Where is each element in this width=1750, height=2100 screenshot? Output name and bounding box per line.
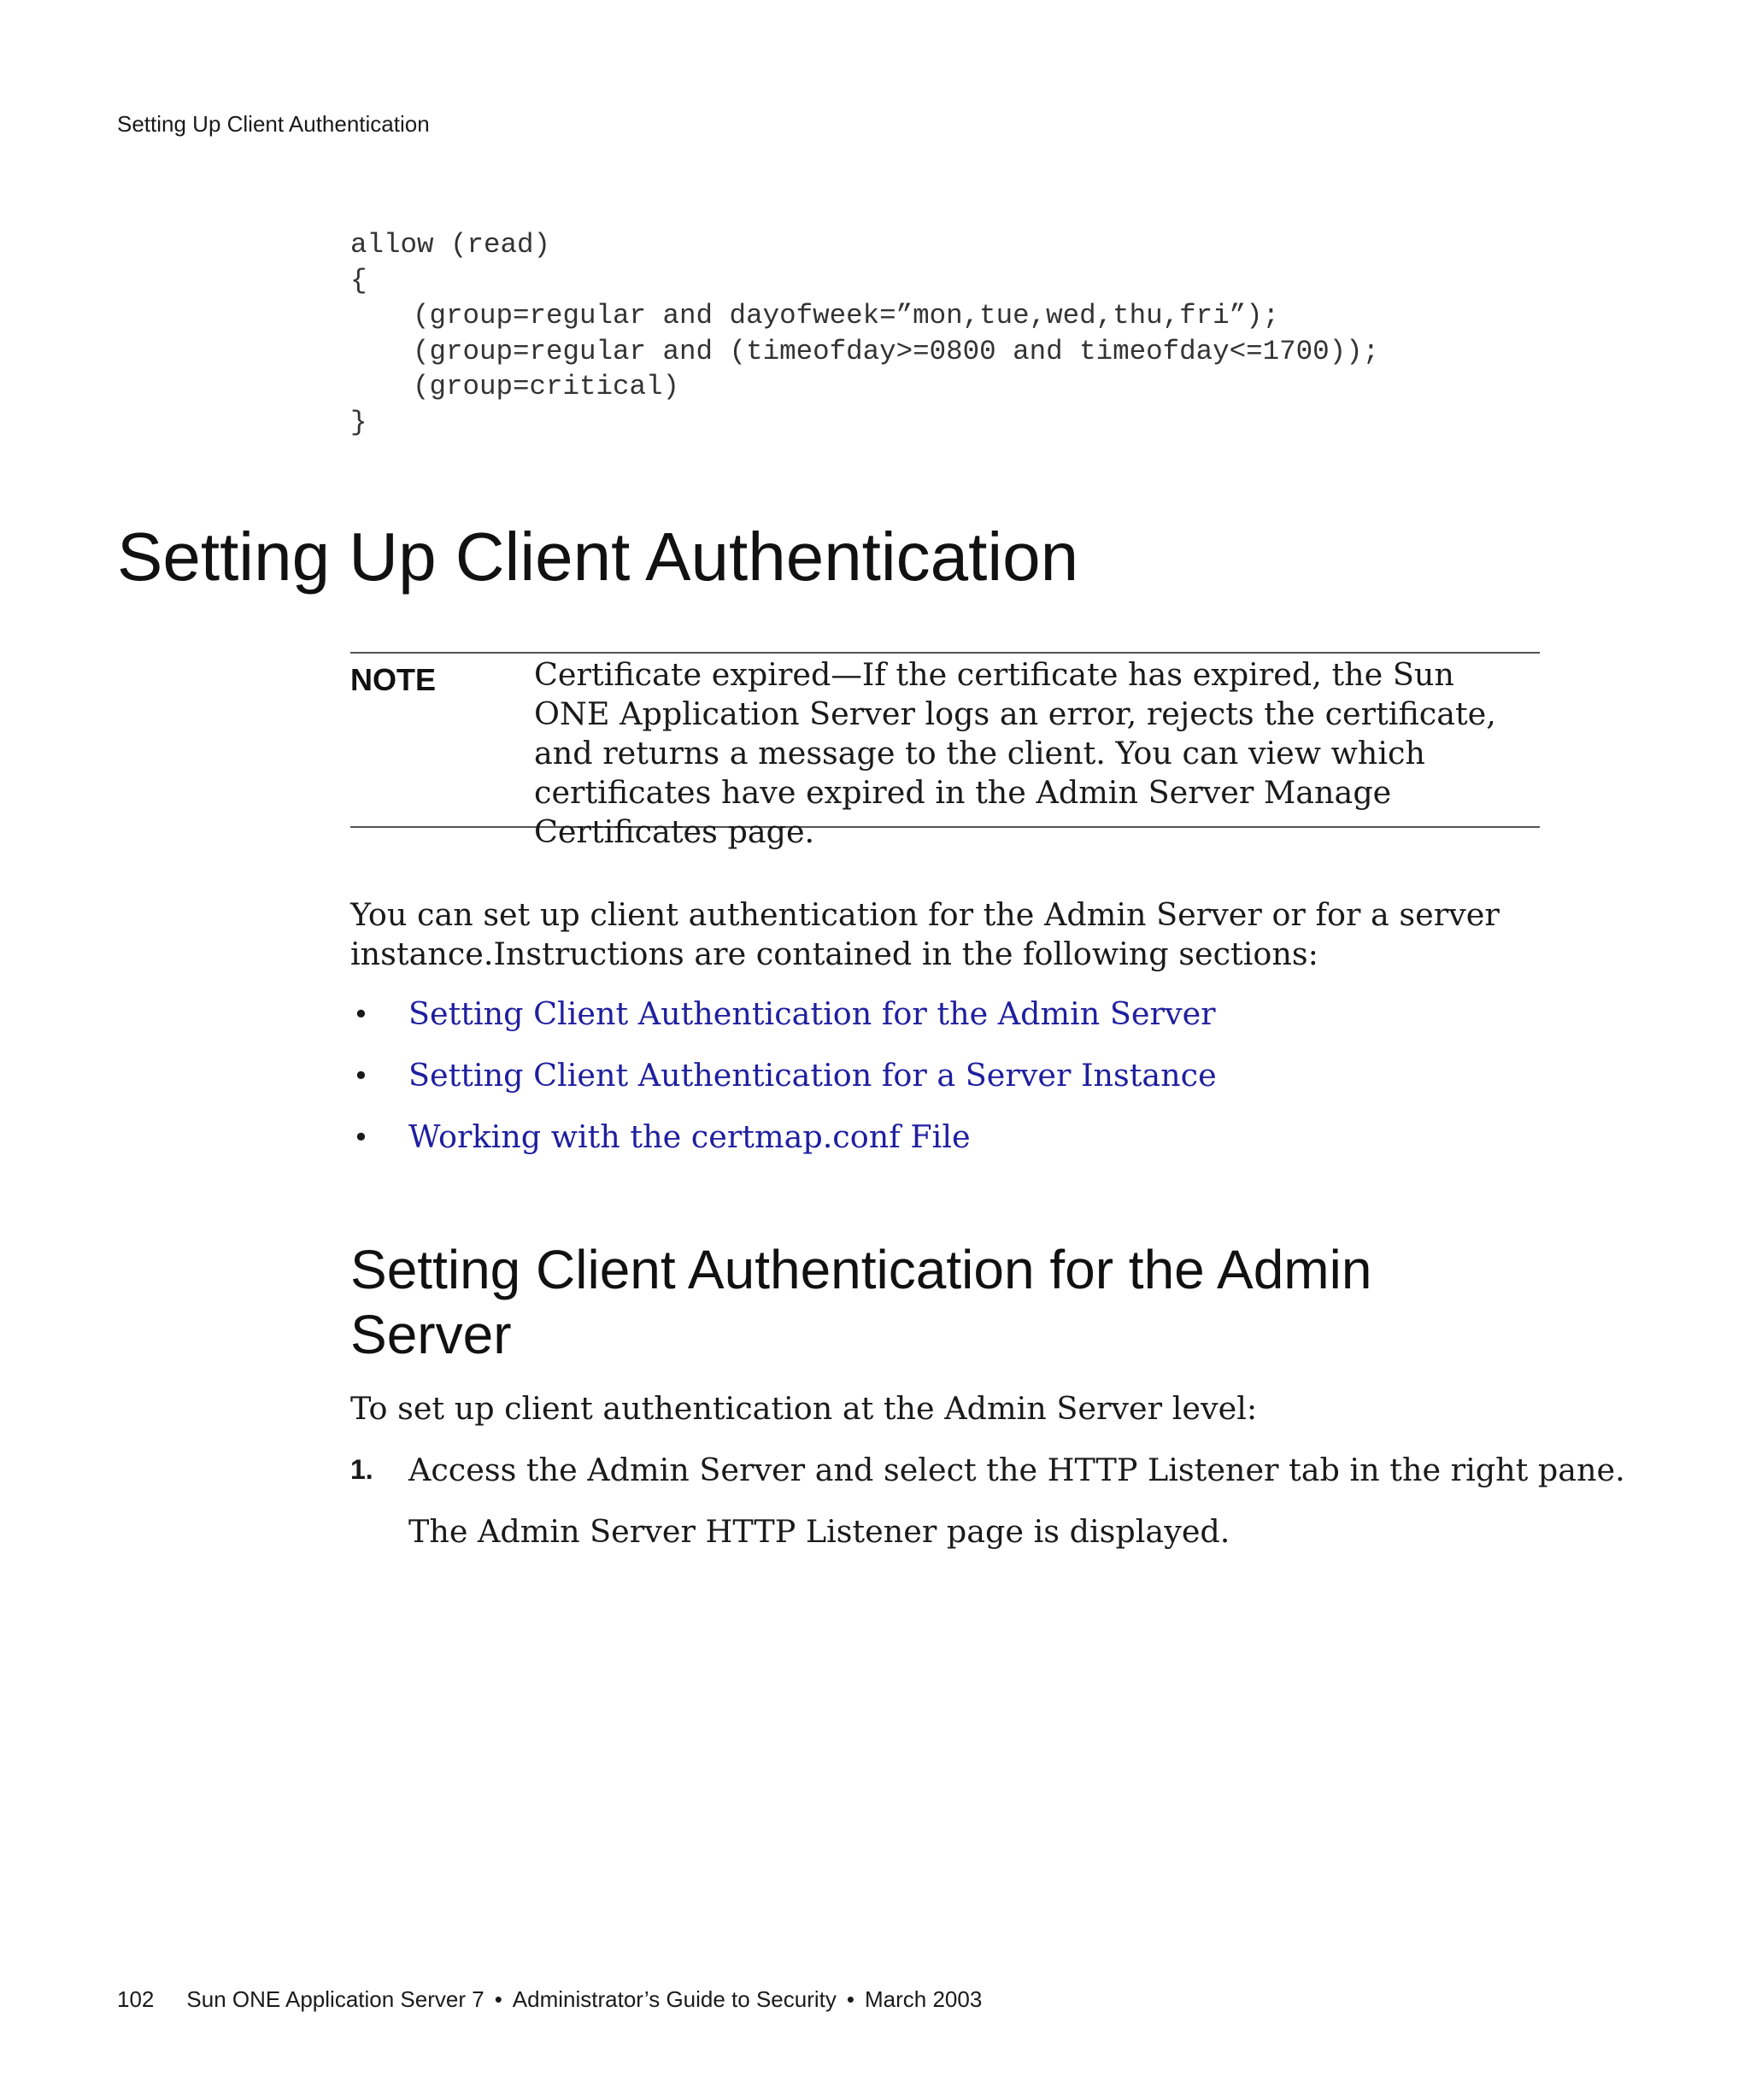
link-admin-server[interactable]: Setting Client Authentication for the Admin Server	[408, 995, 1216, 1032]
code-line: (group=regular and dayofweek=”mon,tue,wed,thu,fri”);	[413, 300, 1280, 331]
chapter-title: Setting Up Client Authentication	[117, 519, 1079, 595]
running-header: Setting Up Client Authentication	[117, 111, 430, 137]
intro-paragraph: You can set up client authentication for the Admin Server or for a server instance.Instructions are contained in the following sections:	[350, 896, 1500, 972]
page-footer	[117, 1986, 982, 2013]
section-lead: To set up client authentication at the Admin Server level:	[350, 1390, 1258, 1427]
link-certmap-conf[interactable]: Working with the certmap.conf File	[408, 1118, 971, 1155]
code-line: (group=regular and (timeofday>=0800 and timeofday<=1700));	[413, 335, 1380, 367]
footer-guide: Administrator’s Guide to Security	[512, 1986, 837, 2012]
page-number: 102	[117, 1986, 155, 2012]
bullet: •	[353, 1059, 369, 1092]
code-line: {	[350, 264, 367, 296]
code-block	[350, 227, 1379, 440]
bullet: •	[353, 1121, 369, 1153]
note-text: Certificate expired—If the certificate has expired, the Sun ONE Application Server logs an error, rejects the certificate, and returns a message to the client. You can view which certificates have expired in the Admin Server Manage Certificates page.	[534, 656, 1496, 850]
bullet: •	[353, 998, 369, 1030]
link-server-instance[interactable]: Setting Client Authentication for a Server Instance	[408, 1057, 1217, 1094]
note-box	[350, 652, 1540, 850]
footer-separator: •	[846, 1986, 854, 2012]
step-result: The Admin Server HTTP Listener page is displayed.	[408, 1513, 1230, 1550]
code-line: (group=critical)	[413, 371, 680, 402]
footer-product: Sun ONE Application Server 7	[186, 1986, 484, 2012]
section-title: Setting Client Authentication for the Admin Server	[350, 1239, 1372, 1365]
code-line: allow (read)	[350, 229, 551, 261]
footer-separator: •	[494, 1986, 502, 2012]
step-number: 1.	[350, 1454, 373, 1485]
step-text: Access the Admin Server and select the HTTP Listener tab in the right pane.	[408, 1452, 1625, 1488]
footer-date: March 2003	[865, 1986, 983, 2012]
code-line: }	[350, 406, 367, 438]
note-label: NOTE	[350, 662, 437, 697]
